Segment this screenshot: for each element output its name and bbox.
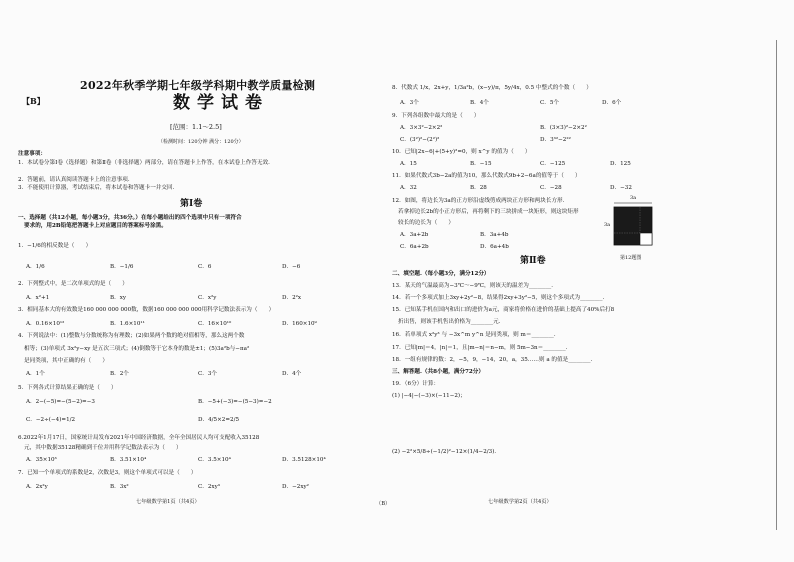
option: D．2²x bbox=[282, 295, 302, 301]
question-19-part-2: (2) −2²×5/8÷(−1/2)²−12×(1/4−2/3)． bbox=[392, 449, 501, 455]
question-3: 3．相同基本大的有效数是160 000 000 000数，数据160 000 000 000用科学记数法表示为（ ） bbox=[18, 307, 275, 313]
notes-item: 2．答题前，请认真阅读答题卡上的注意事项． bbox=[18, 177, 134, 183]
question-4-line: 相等；(3)单项式 3x²y−xy 是五次三项式；(4)倒数等于它本身的数是±1；(5)3a²b与−πa² bbox=[24, 346, 250, 352]
option: D．4个 bbox=[282, 371, 302, 377]
option: A．35×10³ bbox=[26, 457, 57, 463]
option: C．3.5×10⁴ bbox=[198, 457, 231, 463]
fig-label-side: 3a bbox=[604, 222, 611, 228]
range-text: [范围：1.1～2.5] bbox=[170, 123, 222, 131]
option: B．−15 bbox=[470, 161, 492, 167]
question-17: 17．已知|m|＝4，|n|＝1，且|m−n|＝n−m，则 5m−3n＝________． bbox=[392, 345, 572, 351]
question-9: 9．下列各组数中最大的是（ ） bbox=[392, 113, 480, 119]
option: B．(3×3)²−2×2² bbox=[540, 125, 587, 131]
exam-title: 2022年秋季学期七年级学科期中教学质量检测 bbox=[80, 79, 316, 92]
question-11: 11．如果代数式3b−2a的值为10，那么代数式9b+2−6a的值等于（ ） bbox=[392, 173, 581, 179]
option: A．2x²y bbox=[26, 484, 48, 490]
option: A．15 bbox=[400, 161, 417, 167]
version-badge: 【B】 bbox=[22, 96, 45, 106]
option: B．3x² bbox=[110, 484, 129, 490]
option: C．3个 bbox=[198, 371, 218, 377]
part1-intro: 一、选择题（共12小题，每小题3分，共36分。）在每小题给出的四个选项中只有一项符合 bbox=[18, 215, 242, 221]
part1-title: 第Ⅰ卷 bbox=[180, 199, 203, 209]
question-4-line: 是同类项，其中正确的有（ ） bbox=[24, 358, 108, 364]
option: D．6个 bbox=[602, 100, 622, 106]
question-8: 8．代数式 1/x，2x+y，1/3a²b，(x−y)/π，5y/4x，0.5 中整式的个数（ ） bbox=[392, 85, 592, 91]
q12-figure bbox=[604, 195, 656, 261]
question-6: 6.2022年1月17日，国家统计局发布2021年中国经济数据，全年全国居民人均可支配收入35128 bbox=[18, 435, 260, 441]
option: B．3a+4b bbox=[480, 232, 509, 238]
option: B．xy bbox=[110, 295, 127, 301]
part1-intro: 要求的，用2B铅笔把答题卡上对应题目的答案标号涂黑。 bbox=[24, 223, 167, 229]
question-7: 7．已知一个单项式的系数是2，次数是3，则这个单项式可以是（ ） bbox=[18, 470, 197, 476]
option: D．3³²−2²² bbox=[540, 137, 571, 143]
question-14: 14．若一个多项式加上3xy+2y²−8，结果得2xy+3y²−5，则这个多项式为________． bbox=[392, 295, 609, 301]
part2-title: 第Ⅱ卷 bbox=[520, 256, 546, 266]
option: B．3.51×10⁴ bbox=[110, 457, 147, 463]
option: C．−28 bbox=[540, 185, 562, 191]
option: D．160×10⁹ bbox=[282, 321, 317, 327]
option: A．x²+1 bbox=[26, 295, 50, 301]
question-12: 12．如图，将边长为3a的正方形沿虚线剪成两块正方形和两块长方形． bbox=[392, 198, 569, 204]
option: B．−5+(−3)=−(5−3)=−2 bbox=[198, 399, 272, 405]
time-score: （检测时间：120分钟 满分：120分） bbox=[158, 139, 244, 145]
question-12-line: 较长的边长为（ ） bbox=[398, 220, 454, 226]
page-footer-left: 七年级数学第1页（共4页） bbox=[136, 499, 200, 505]
question-15: 15．已知某手机在国内和出口的进价为a元，商家将价格在进价的基础上提高了40%后打8 bbox=[392, 307, 615, 313]
option: D．4/5×2=2/5 bbox=[198, 417, 240, 423]
option: C．−2÷(−4)=1/2 bbox=[26, 417, 76, 423]
option: D．−2xy² bbox=[282, 484, 309, 490]
option: C．(3²)²−(2²)² bbox=[400, 137, 440, 143]
fill-section-title: 二、填空题.（每小题3分，满分12分） bbox=[392, 271, 490, 277]
solve-section-title: 三、解答题.（共8小题，满分72分） bbox=[392, 369, 484, 375]
option: A．3a+2b bbox=[400, 232, 429, 238]
option: B．28 bbox=[470, 185, 487, 191]
option: C．2xy³ bbox=[198, 484, 220, 490]
option: C．−125 bbox=[540, 161, 566, 167]
option: C．x²y bbox=[198, 295, 217, 301]
question-18: 18．一组有规律的数：2，−5，9，−14，20，a，35……则 a 的值是________． bbox=[392, 357, 597, 363]
option: D．6a+4b bbox=[480, 244, 509, 250]
page-footer-right: 七年级数学第2页（共4页） bbox=[488, 499, 552, 505]
small-square-removed bbox=[640, 233, 652, 245]
question-15-line: 折出售，则该手机售出价格为________元． bbox=[398, 319, 505, 325]
fig-caption: 第12题图 bbox=[620, 255, 642, 261]
question-6-line: 元，其中数据35128精确到千位并用科学记数法表示为（ ） bbox=[24, 445, 182, 451]
question-5: 5．下列各式计算结果正确的是（ ） bbox=[18, 385, 117, 391]
option: A．1个 bbox=[26, 371, 45, 377]
binding-edge-line bbox=[776, 40, 777, 530]
subject-title: 数学试卷 bbox=[173, 93, 269, 113]
option: D．125 bbox=[610, 161, 631, 167]
question-10: 10．已知|2x−6|+(5+y)²=0，则 x^y 的值为（ ） bbox=[392, 149, 531, 155]
option: C．6a+2b bbox=[400, 244, 429, 250]
question-2: 2．下列整式中，是二次单项式的是（ ） bbox=[18, 281, 128, 287]
question-19: 19．（6分）计算： bbox=[392, 381, 440, 387]
question-13: 13．某天的气温最高为−3℃～−9℃，则该天的温差为________． bbox=[392, 283, 557, 289]
question-16: 16．若单项式 x²y³ 与 −3x^m y^n 是同类项，则 m＝________． bbox=[392, 332, 560, 338]
option: A．1/6 bbox=[26, 264, 45, 270]
fig-label-top: 3a bbox=[630, 195, 637, 201]
left-page bbox=[18, 0, 378, 562]
question-4: 4．下列说法中：(1)整数与分数统称为有理数；(2)如果两个数的绝对值相等，那么这两个数 bbox=[18, 333, 245, 339]
option: D．−32 bbox=[610, 185, 632, 191]
question-12-line: 若拿掉边长2b的小正方形后，再将剩下的三块拼成一块矩形，则这块矩形 bbox=[398, 209, 579, 215]
option: C．16×10¹⁰ bbox=[198, 321, 232, 327]
option: B．2个 bbox=[110, 371, 129, 377]
option: B．4个 bbox=[470, 100, 489, 106]
option: B．−1/6 bbox=[110, 264, 134, 270]
option: A．32 bbox=[400, 185, 417, 191]
q12-diagram bbox=[606, 200, 656, 252]
page-footer-mid: （B） bbox=[376, 501, 391, 507]
option: A．0.16×10¹² bbox=[26, 321, 65, 327]
option: A．3个 bbox=[400, 100, 419, 106]
right-page bbox=[392, 0, 782, 562]
option: B．1.6×10¹¹ bbox=[110, 321, 145, 327]
notes-item: 3．不能使用计算器，考试结束后，将本试卷和答题卡一并交回． bbox=[18, 185, 179, 191]
question-19-part-1: (1) |−4|−(−3)×(−11−2)； bbox=[392, 393, 466, 399]
option: A．2−(−5)=−(5−2)=−3 bbox=[26, 399, 95, 405]
option: A．3×3²−2×2² bbox=[400, 125, 443, 131]
option: D．3.5128×10⁴ bbox=[282, 457, 326, 463]
option: C．6 bbox=[198, 264, 212, 270]
question-1: 1．−1/6的相反数是（ ） bbox=[18, 243, 92, 249]
notes-heading: 注意事项： bbox=[18, 151, 46, 157]
option: C．5个 bbox=[540, 100, 560, 106]
notes-item: 1．本试卷分第Ⅰ卷（选择题）和第Ⅱ卷（非选择题）两部分，请在答题卡上作答，在本试卷上作答无效． bbox=[18, 160, 274, 166]
option: D．−6 bbox=[282, 264, 301, 270]
